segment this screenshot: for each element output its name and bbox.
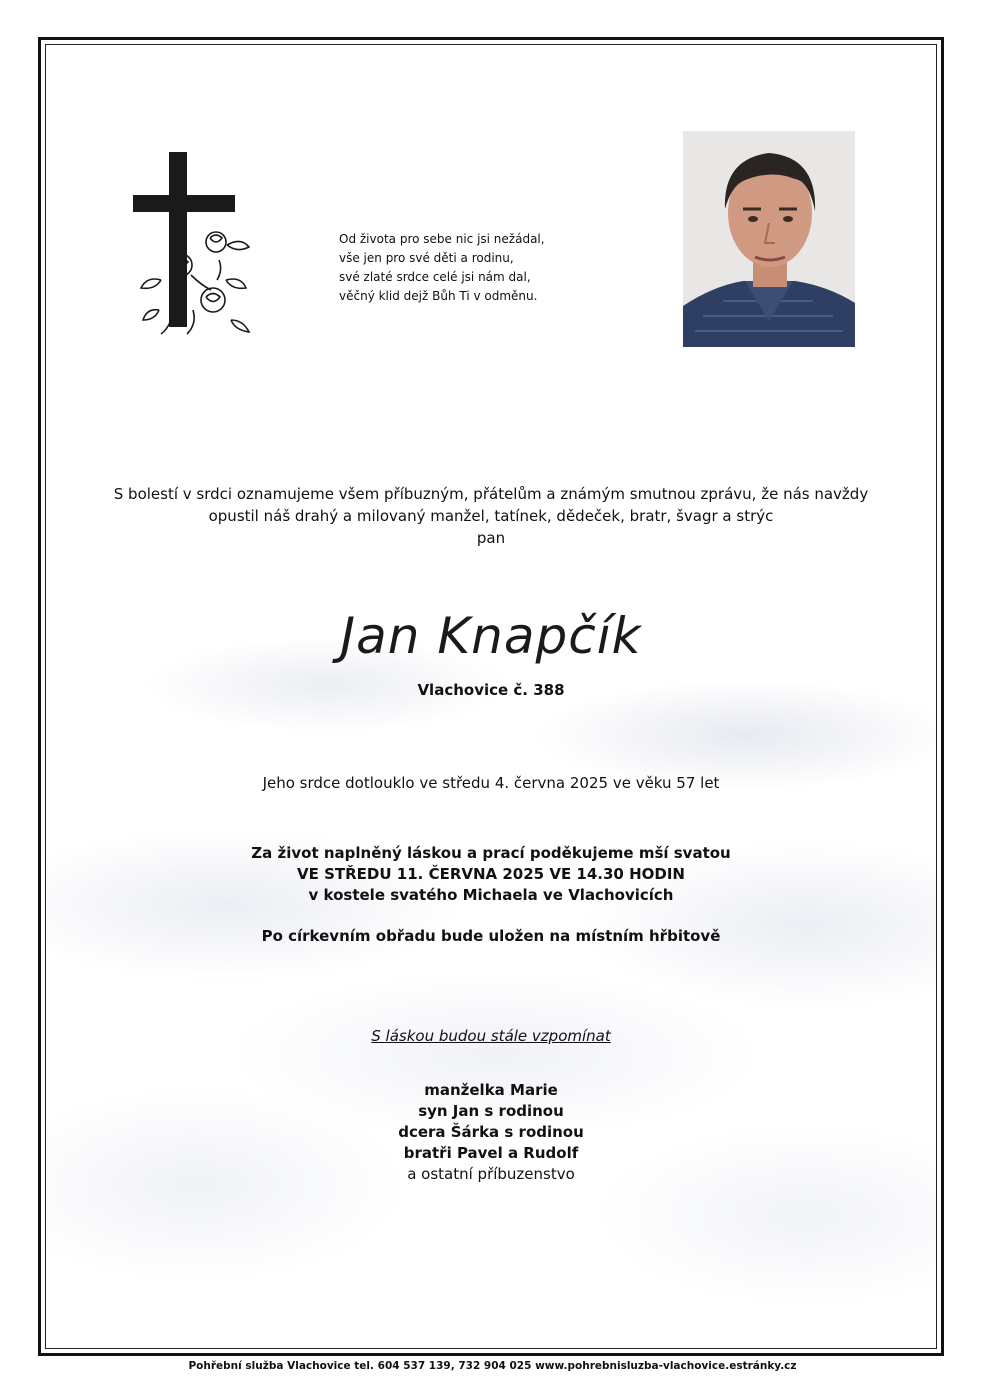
family-member: dcera Šárka s rodinou [398,1123,584,1141]
remember-text: S láskou budou stále vzpomínat [371,1027,611,1045]
announcement-line: pan [476,529,506,547]
deceased-name: Jan Knapčík [340,607,642,665]
poem-line: vše jen pro své děti a rodinu, [339,251,514,265]
burial-info: Po církevním obřadu bude uložen na místním hřbitově [261,927,721,945]
death-date-line: Jeho srdce dotlouklo ve středu 4. června 2025 ve věku 57 let [262,774,720,792]
portrait-photo [683,131,855,347]
family-member: syn Jan s rodinou [418,1102,564,1120]
cross-with-roses-icon [131,150,261,350]
family-member: bratři Pavel a Rudolf [403,1144,579,1162]
ceremony-info [46,843,936,906]
family-list [46,1080,936,1185]
announcement [46,483,936,549]
poem-line: věčný klid dejž Bůh Ti v odměnu. [339,289,538,303]
ceremony-line: Za život naplněný láskou a prací poděkujeme mší svatou [251,844,731,862]
poem-line: Od života pro sebe nic jsi nežádal, [339,232,545,246]
obituary-card [45,44,937,1349]
poem-line: své zlaté srdce celé jsi nám dal, [339,270,531,284]
announcement-line: S bolestí v srdci oznamujeme všem příbuzným, přátelům a známým smutnou zprávu, že nás navždy [113,485,869,503]
ceremony-line: v kostele svatého Michaela ve Vlachovicích [308,886,674,904]
announcement-line: opustil náš drahý a milovaný manžel, tatínek, dědeček, bratr, švagr a strýc [208,507,774,525]
family-member: a ostatní příbuzenstvo [407,1165,575,1183]
footer-contact: Pohřební služba Vlachovice tel. 604 537 139, 732 904 025 www.pohrebnisluzba-vlachovice.estránky.cz [188,1360,797,1372]
ceremony-line: VE STŘEDU 11. ČERVNA 2025 VE 14.30 HODIN [297,865,685,883]
remember-heading [46,1027,936,1045]
family-member: manželka Marie [424,1081,558,1099]
deceased-address: Vlachovice č. 388 [417,681,565,699]
poem [339,230,579,306]
